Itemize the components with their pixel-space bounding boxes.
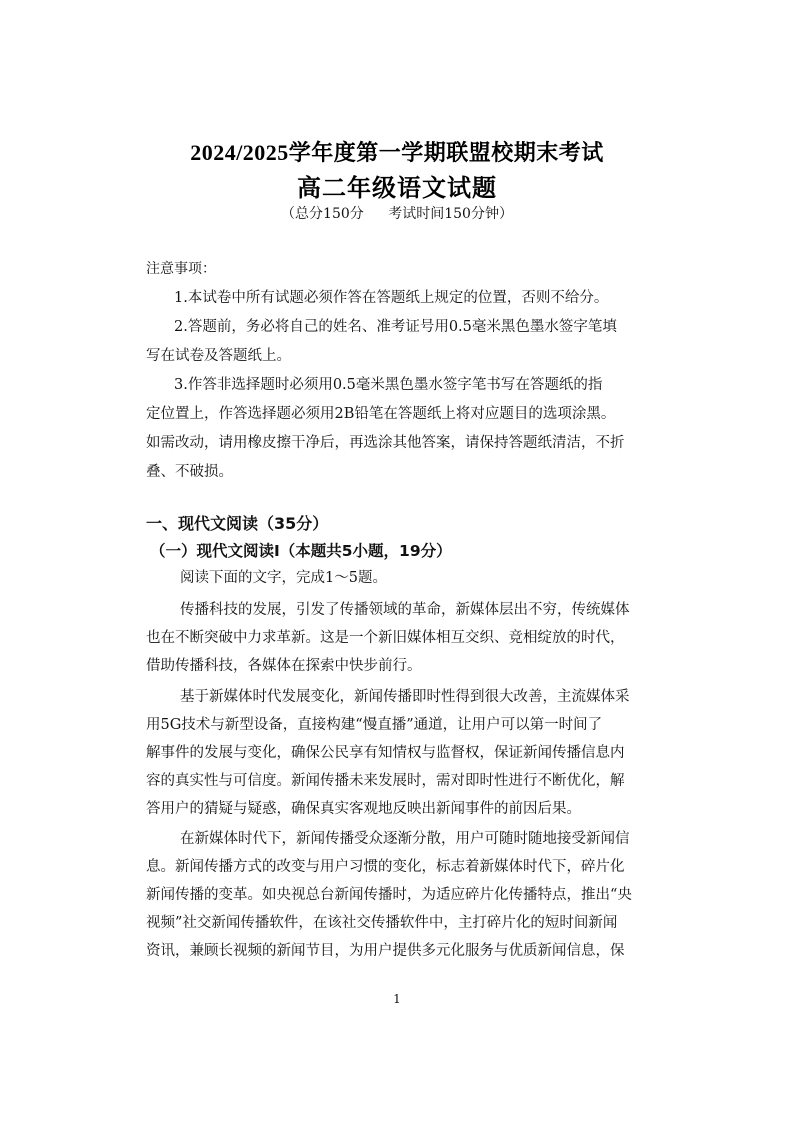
notice-line: 2.答题前，务必将自己的姓名、准考证号用0.5毫米黑色墨水签字笔填 bbox=[174, 319, 617, 335]
passage-line: 息。新闻传播方式的改变与用户习惯的变化，标志着新媒体时代下，碎片化 bbox=[146, 859, 625, 875]
reading-instruction: 阅读下面的文字，完成1～5题。 bbox=[180, 570, 387, 586]
exam-subtitle: 高二年级语文试题 bbox=[297, 176, 497, 202]
exam-meta bbox=[0, 203, 794, 223]
passage-line: 在新媒体时代下，新闻传播受众逐渐分散，用户可随时随地接受新闻信 bbox=[180, 831, 630, 847]
passage-line: 也在不断突破中力求革新。这是一个新旧媒体相互交织、竞相绽放的时代， bbox=[146, 630, 625, 646]
passage-line: 新闻传播的变革。如央视总台新闻传播时，为适应碎片化传播特点，推出“央 bbox=[146, 887, 632, 903]
notice-line: 写在试卷及答题纸上。 bbox=[146, 348, 291, 364]
passage-line: 容的真实性与可信度。新闻传播未来发展时，需对即时性进行不断优化，解 bbox=[146, 773, 625, 789]
section-heading: 一、现代文阅读（35分） bbox=[146, 514, 329, 533]
passage-line: 用5G技术与新型设备，直接构建“慢直播”通道，让用户可以第一时间了 bbox=[146, 717, 603, 733]
notice-line: 定位置上，作答选择题必须用2B铅笔在答题纸上将对应题目的选项涂黑。 bbox=[146, 406, 616, 422]
passage-line: 视频”社交新闻传播软件，在该社交传播软件中，主打碎片化的短时间新闻 bbox=[146, 915, 618, 931]
notice-line: 3.作答非选择题时必须用0.5毫米黑色墨水签字笔书写在答题纸的指 bbox=[174, 377, 603, 393]
passage-line: 解事件的发展与变化，确保公民享有知情权与监督权，保证新闻传播信息内 bbox=[146, 745, 625, 761]
passage-line: 传播科技的发展，引发了传播领域的革命，新媒体层出不穷，传统媒体 bbox=[180, 602, 630, 618]
exam-title: 2024/2025学年度第一学期联盟校期末考试 bbox=[190, 140, 604, 165]
passage-line: 资讯，兼顾长视频的新闻节目，为用户提供多元化服务与优质新闻信息，保 bbox=[146, 943, 625, 959]
passage-line: 借助传播科技，各媒体在探索中快步前行。 bbox=[146, 658, 422, 674]
notice-line: 叠、不破损。 bbox=[146, 464, 233, 480]
notice-line: 1.本试卷中所有试题必须作答在答题纸上规定的位置，否则不给分。 bbox=[174, 290, 609, 306]
exam-time: 考试时间150分钟） bbox=[388, 206, 513, 222]
notice-line: 如需改动，请用橡皮擦干净后，再选涂其他答案，请保持答题纸清洁，不折 bbox=[146, 435, 625, 451]
passage-line: 基于新媒体时代发展变化，新闻传播即时性得到很大改善，主流媒体采 bbox=[180, 689, 630, 705]
page-number: 1 bbox=[393, 992, 401, 1006]
notice-label: 注意事项： bbox=[146, 261, 216, 277]
total-score: （总分150分 bbox=[281, 206, 364, 222]
passage-line: 答用户的猜疑与疑惑，确保真实客观地反映出新闻事件的前因后果。 bbox=[146, 801, 581, 817]
subsection-heading: （一）现代文阅读Ⅰ（本题共5小题，19分） bbox=[150, 542, 452, 560]
